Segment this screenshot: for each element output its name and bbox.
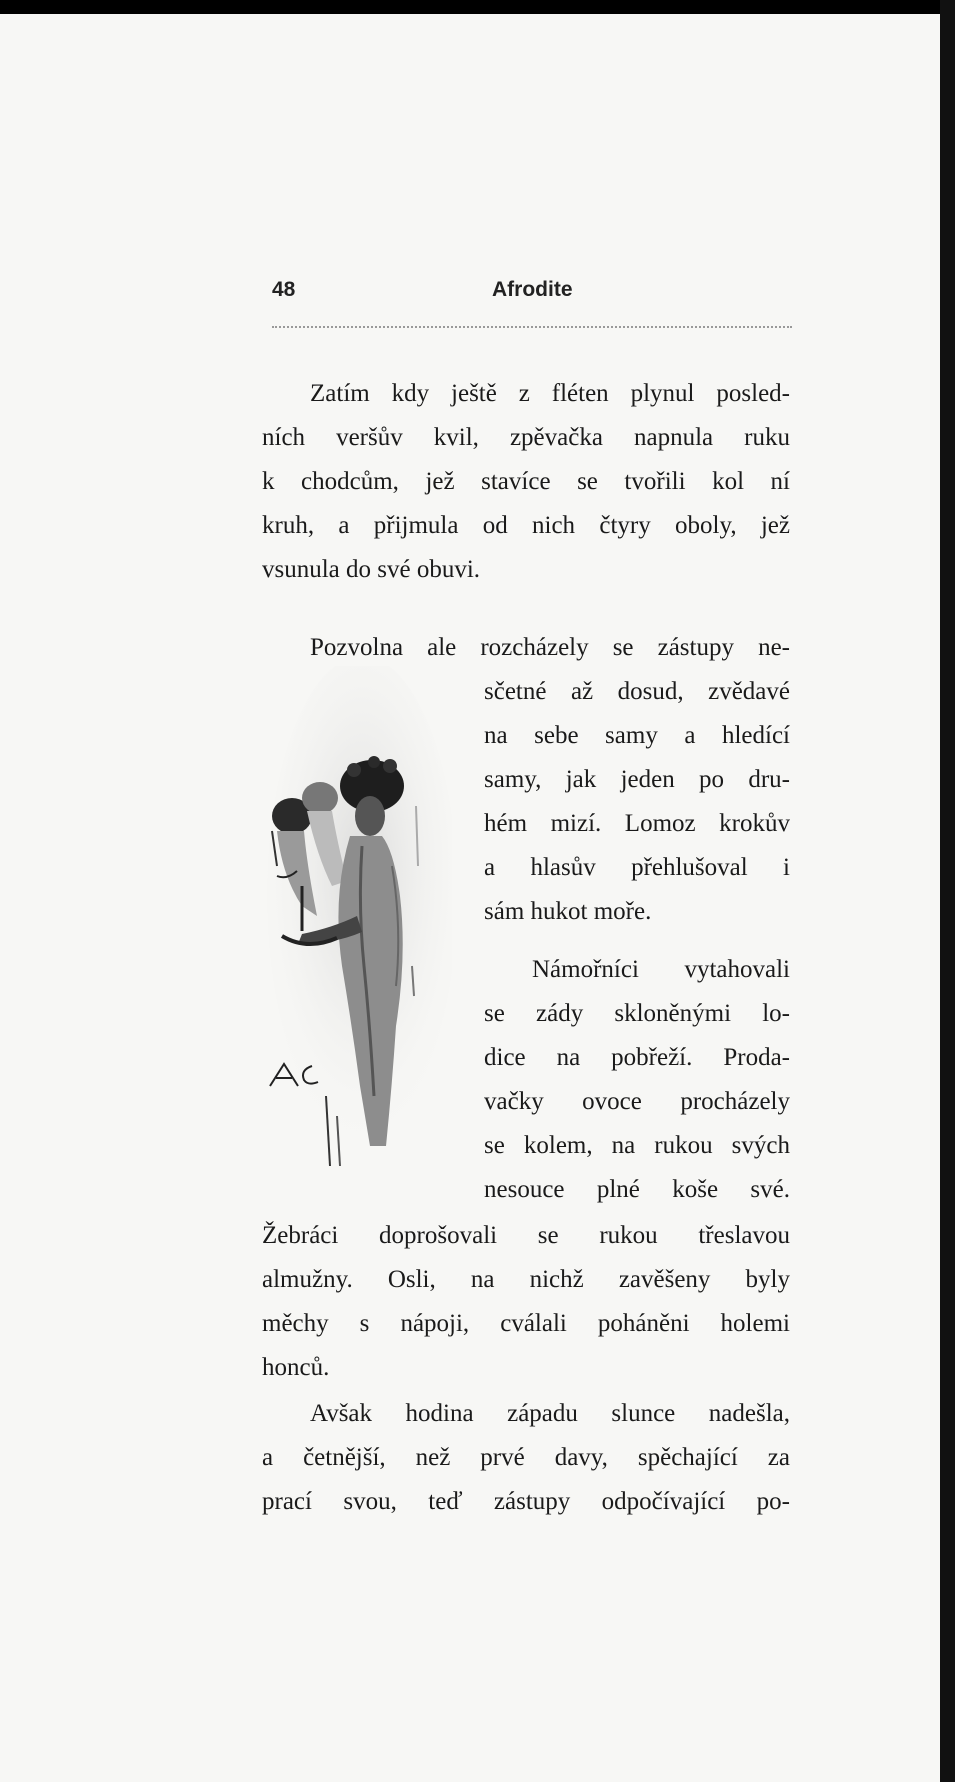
paragraph-2-first-line xyxy=(262,626,790,670)
book-page xyxy=(0,14,940,1782)
text-line: dice na pobřeží. Proda- xyxy=(484,1044,790,1071)
paragraph-4 xyxy=(262,1392,790,1524)
paragraph-3-narrow xyxy=(484,948,790,1212)
page-header xyxy=(272,272,792,312)
text-line: se kolem, na rukou svých xyxy=(484,1132,790,1159)
header-rule xyxy=(272,326,792,328)
text-line: nesouce plné koše své. xyxy=(484,1176,790,1203)
text-line: k chodcům, jež stavíce se tvořili kol ní xyxy=(262,468,790,495)
text-line: Námořníci vytahovali xyxy=(532,956,790,983)
text-line: vačky ovoce procházely xyxy=(484,1088,790,1115)
paragraph-3-full xyxy=(262,1214,790,1390)
text-line: sám hukot moře. xyxy=(484,898,652,925)
text-line: Žebráci doprošovali se rukou třeslavou xyxy=(262,1222,790,1249)
scan-border xyxy=(940,0,955,1782)
paragraph-2-narrow xyxy=(484,670,790,934)
text-line: na sebe samy a hledící xyxy=(484,722,790,749)
text-line: prací svou, teď zástupy odpočívající po- xyxy=(262,1488,790,1515)
text-line: Avšak hodina západu slunce nadešla, xyxy=(310,1400,790,1427)
text-line: se zády skloněnými lo- xyxy=(484,1000,790,1027)
text-line: vsunula do své obuvi. xyxy=(262,556,481,583)
text-line: almužny. Osli, na nichž zavěšeny byly xyxy=(262,1266,790,1293)
text-line: honců. xyxy=(262,1354,330,1381)
text-line: samy, jak jeden po dru- xyxy=(484,766,790,793)
text-line: kruh, a přijmula od nich čtyry oboly, jež xyxy=(262,512,790,539)
illustration-figures xyxy=(262,666,452,1186)
paragraph-1 xyxy=(262,372,790,592)
text-line: Pozvolna ale rozcházely se zástupy ne- xyxy=(310,634,790,661)
text-line: a hlasův přehlušoval i xyxy=(484,854,790,881)
text-line: měchy s nápoji, cválali poháněni holemi xyxy=(262,1310,790,1337)
running-title: Afrodite xyxy=(492,278,573,301)
text-line: Zatím kdy ještě z fléten plynul posled- xyxy=(310,380,790,407)
text-line: hém mizí. Lomoz krokův xyxy=(484,810,790,837)
text-line: ních veršův kvil, zpěvačka napnula ruku xyxy=(262,424,790,451)
page-number: 48 xyxy=(272,278,296,301)
text-line: a četnější, než prvé davy, spěchající za xyxy=(262,1444,790,1471)
text-line: sčetné až dosud, zvědavé xyxy=(484,678,790,705)
